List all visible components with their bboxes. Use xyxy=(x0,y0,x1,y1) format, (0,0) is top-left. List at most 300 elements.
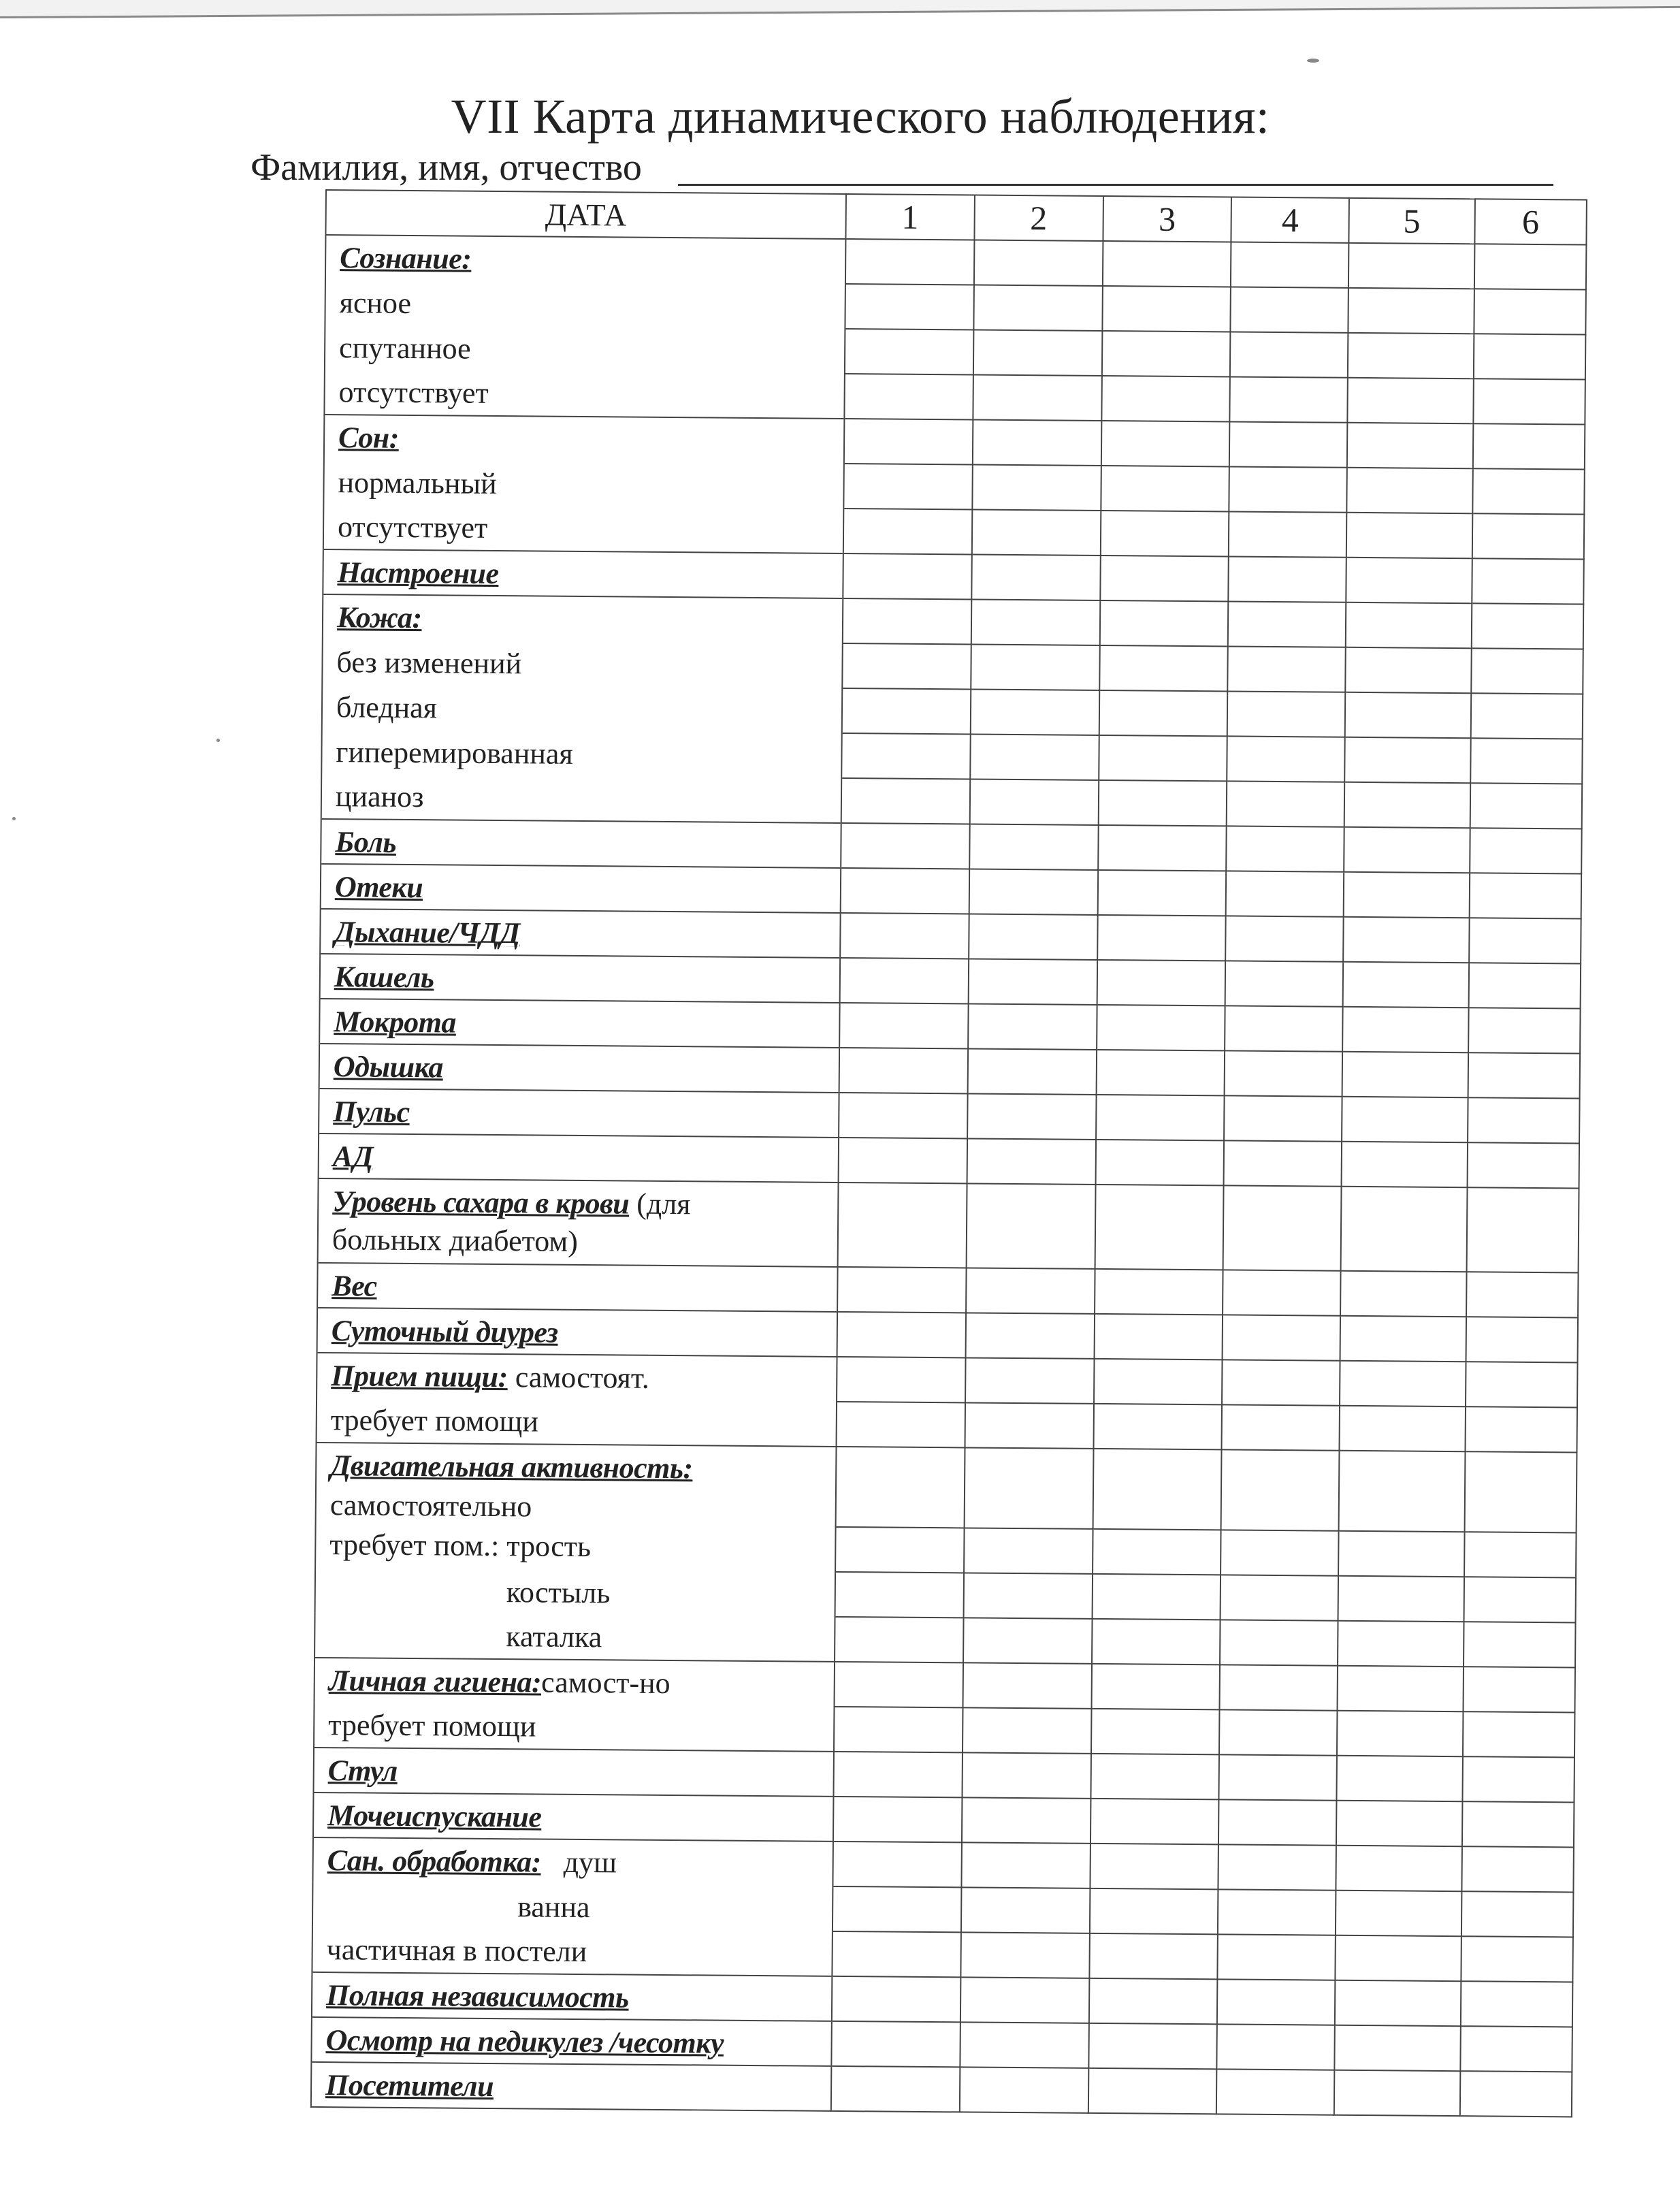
cell[interactable] xyxy=(1225,1095,1342,1141)
cell[interactable] xyxy=(1464,1577,1576,1622)
cell[interactable] xyxy=(1094,1359,1223,1404)
cell[interactable] xyxy=(1472,558,1584,604)
cell[interactable] xyxy=(969,824,1098,869)
cell[interactable] xyxy=(1473,423,1585,469)
cell[interactable] xyxy=(1461,1846,1574,1892)
cell[interactable] xyxy=(1461,1891,1574,1937)
cell[interactable] xyxy=(1336,1756,1462,1801)
scan-speck xyxy=(12,817,16,820)
cell[interactable] xyxy=(1467,1142,1579,1188)
cell[interactable] xyxy=(967,1048,1096,1094)
motor-wheelchair: каталка xyxy=(506,1620,602,1654)
sanitation-shower: душ xyxy=(563,1845,617,1880)
cell[interactable] xyxy=(1098,825,1227,871)
day-2-header: 2 xyxy=(974,195,1103,240)
cell[interactable] xyxy=(1468,1097,1580,1143)
motor-heading: Двигательная активность: xyxy=(330,1449,693,1485)
cell[interactable] xyxy=(833,1797,962,1842)
cell[interactable] xyxy=(1337,1666,1463,1711)
day-6-header: 6 xyxy=(1474,199,1587,244)
sanitation-heading: Сан. обработка: xyxy=(327,1844,541,1879)
cell[interactable] xyxy=(839,1048,967,1093)
cell[interactable] xyxy=(1231,287,1348,332)
cell[interactable] xyxy=(832,1931,960,1977)
cell[interactable] xyxy=(973,329,1102,375)
table-row xyxy=(318,1178,1579,1273)
cell[interactable] xyxy=(844,419,973,464)
cell[interactable] xyxy=(843,509,972,554)
cell[interactable] xyxy=(1346,602,1472,648)
cell[interactable] xyxy=(1223,1315,1340,1360)
cell[interactable] xyxy=(1342,1097,1468,1142)
cell[interactable] xyxy=(1226,916,1344,961)
cell[interactable] xyxy=(1346,558,1472,603)
cell[interactable] xyxy=(1102,286,1231,332)
cell[interactable] xyxy=(1221,1449,1339,1530)
sleep-normal: нормальный xyxy=(323,460,843,509)
cell[interactable] xyxy=(1101,331,1230,376)
cell[interactable] xyxy=(965,1313,1094,1358)
cell[interactable] xyxy=(835,1572,963,1618)
cell[interactable] xyxy=(1464,1532,1577,1577)
cell[interactable] xyxy=(1338,1621,1464,1667)
cell[interactable] xyxy=(1101,466,1229,511)
blood-sugar-note-2: больных диабетом) xyxy=(332,1223,579,1258)
day-3-header: 3 xyxy=(1103,196,1231,242)
cell[interactable] xyxy=(841,733,970,779)
cell[interactable] xyxy=(1218,1844,1336,1890)
cell[interactable] xyxy=(1334,2025,1460,2071)
cell[interactable] xyxy=(1462,1756,1574,1802)
cell[interactable] xyxy=(1095,1185,1224,1270)
cell[interactable] xyxy=(840,868,969,914)
cell[interactable] xyxy=(840,913,969,959)
cell[interactable] xyxy=(1348,333,1474,379)
cell[interactable] xyxy=(1340,1361,1466,1406)
page-title: VII Карта динамического наблюдения: xyxy=(451,89,1270,144)
weight-heading: Вес xyxy=(332,1268,377,1303)
cell[interactable] xyxy=(1346,468,1472,513)
cell[interactable] xyxy=(1472,468,1585,514)
cell[interactable] xyxy=(971,509,1100,555)
cell[interactable] xyxy=(1470,693,1583,739)
cell[interactable] xyxy=(960,2022,1088,2068)
consciousness-confused: спутанное xyxy=(325,325,845,374)
cell[interactable] xyxy=(831,2066,960,2112)
cell[interactable] xyxy=(1217,2024,1335,2070)
cell[interactable] xyxy=(962,1797,1091,1843)
cell[interactable] xyxy=(1228,601,1346,647)
cell[interactable] xyxy=(1218,1799,1336,1845)
cell[interactable] xyxy=(970,689,1099,735)
cell[interactable] xyxy=(835,1447,965,1528)
skin-unchanged: без изменений xyxy=(322,639,842,688)
breathing-heading: Дыхание/ЧДД xyxy=(334,914,520,950)
cell[interactable] xyxy=(1468,1052,1580,1098)
cell[interactable] xyxy=(1095,1140,1224,1185)
cell[interactable] xyxy=(838,1138,967,1183)
cell[interactable] xyxy=(971,599,1099,645)
cell[interactable] xyxy=(1090,1844,1218,1889)
cell[interactable] xyxy=(1462,1801,1574,1847)
cell[interactable] xyxy=(842,688,971,734)
skin-cyanosis: цианоз xyxy=(321,774,841,823)
cell[interactable] xyxy=(965,1402,1093,1448)
table-row xyxy=(316,1443,1577,1533)
cell[interactable] xyxy=(964,1447,1093,1528)
cell[interactable] xyxy=(1466,1187,1579,1272)
cell[interactable] xyxy=(1346,513,1472,558)
stool-heading: Стул xyxy=(327,1753,398,1788)
cell[interactable] xyxy=(971,644,1099,690)
cell[interactable] xyxy=(1227,781,1344,826)
motor-help-cane: требует пом.: трость xyxy=(329,1528,592,1564)
cell[interactable] xyxy=(1470,783,1582,829)
cell[interactable] xyxy=(1340,1187,1467,1272)
cell[interactable] xyxy=(961,1842,1090,1888)
cell[interactable] xyxy=(1336,1846,1461,1891)
edema-heading: Отеки xyxy=(334,869,423,904)
cell[interactable] xyxy=(845,329,973,374)
cell[interactable] xyxy=(1221,1530,1339,1575)
cell[interactable] xyxy=(834,1662,963,1707)
cell[interactable] xyxy=(1466,1272,1579,1317)
cell[interactable] xyxy=(1347,423,1473,468)
cell[interactable] xyxy=(1099,735,1227,781)
cell[interactable] xyxy=(1219,1754,1337,1800)
cell[interactable] xyxy=(1473,379,1585,424)
cell[interactable] xyxy=(960,2067,1088,2112)
cell[interactable] xyxy=(1345,692,1471,738)
skin-heading: Кожа: xyxy=(336,600,422,635)
cell[interactable] xyxy=(963,1662,1091,1708)
cell[interactable] xyxy=(1466,1317,1578,1362)
cell[interactable] xyxy=(965,1357,1094,1403)
lice-heading: Осмотр на педикулез /чесотку xyxy=(325,2023,724,2060)
cell[interactable] xyxy=(1465,1406,1577,1452)
cell[interactable] xyxy=(836,1402,965,1447)
cell[interactable] xyxy=(1222,1404,1340,1450)
cell[interactable] xyxy=(1469,918,1581,963)
cell[interactable] xyxy=(1340,1316,1466,1362)
cell[interactable] xyxy=(1093,1449,1222,1530)
cell[interactable] xyxy=(1097,960,1225,1006)
blood-sugar-note: (для xyxy=(636,1187,691,1221)
cell[interactable] xyxy=(1230,376,1348,422)
cell[interactable] xyxy=(1471,648,1583,694)
cell[interactable] xyxy=(839,1093,967,1138)
cell[interactable] xyxy=(833,1842,961,1887)
scan-speck xyxy=(1307,59,1319,63)
cell[interactable] xyxy=(837,1357,965,1402)
cell[interactable] xyxy=(963,1618,1092,1663)
visitors-heading: Посетители xyxy=(325,2068,494,2103)
cell[interactable] xyxy=(969,914,1097,959)
cell[interactable] xyxy=(1472,513,1584,559)
cell[interactable] xyxy=(1092,1574,1221,1620)
cell[interactable] xyxy=(1225,1050,1342,1096)
cell[interactable] xyxy=(1220,1620,1338,1665)
cell[interactable] xyxy=(1464,1451,1577,1532)
urination-heading: Мочеиспускание xyxy=(327,1798,542,1834)
cell[interactable] xyxy=(1340,1271,1466,1317)
cell[interactable] xyxy=(1228,646,1346,692)
cell[interactable] xyxy=(834,1707,963,1752)
observation-table xyxy=(310,189,1587,2117)
cell[interactable] xyxy=(1100,556,1229,601)
date-header: ДАТА xyxy=(325,190,845,239)
cell[interactable] xyxy=(1342,1052,1468,1097)
consciousness-absent: отсутствует xyxy=(324,370,844,419)
cell[interactable] xyxy=(1219,1709,1337,1755)
cell[interactable] xyxy=(832,1976,960,2022)
cell[interactable] xyxy=(1101,421,1229,466)
cell[interactable] xyxy=(1463,1711,1575,1757)
cell[interactable] xyxy=(1469,873,1581,918)
cell[interactable] xyxy=(1470,828,1582,873)
cell[interactable] xyxy=(1344,737,1470,783)
cell[interactable] xyxy=(1225,1006,1343,1051)
cell[interactable] xyxy=(1343,917,1469,963)
cell[interactable] xyxy=(845,239,974,285)
consciousness-heading: Сознание: xyxy=(340,241,472,276)
cell[interactable] xyxy=(1335,1935,1461,1981)
cell[interactable] xyxy=(1099,690,1227,736)
cell[interactable] xyxy=(1463,1667,1575,1712)
cell[interactable] xyxy=(1098,780,1227,826)
sanitation-bath: ванна xyxy=(517,1889,590,1924)
hygiene-self: самост-но xyxy=(540,1665,671,1701)
sputum-heading: Мокрота xyxy=(334,1004,457,1040)
dyspnea-heading: Одышка xyxy=(333,1049,444,1084)
cell[interactable] xyxy=(1466,1362,1578,1407)
cell[interactable] xyxy=(844,374,973,419)
cell[interactable] xyxy=(1335,1980,1461,2026)
cell[interactable] xyxy=(1094,1314,1223,1360)
cell[interactable] xyxy=(837,1312,965,1357)
cell[interactable] xyxy=(1089,1888,1218,1934)
cell[interactable] xyxy=(1101,376,1230,421)
blood-sugar-heading: Уровень сахара в крови xyxy=(332,1185,630,1221)
cell[interactable] xyxy=(837,1183,967,1268)
cell[interactable] xyxy=(960,1932,1089,1978)
skin-hyperemic: гиперемированная xyxy=(321,729,841,778)
cell[interactable] xyxy=(1225,961,1343,1006)
cell[interactable] xyxy=(1344,782,1470,828)
cell[interactable] xyxy=(1334,2070,1460,2116)
cell[interactable] xyxy=(1338,1451,1465,1532)
cell[interactable] xyxy=(1096,1050,1225,1095)
sleep-heading: Сон: xyxy=(338,421,400,455)
cell[interactable] xyxy=(1338,1576,1464,1622)
cell[interactable] xyxy=(960,1977,1089,2023)
cell[interactable] xyxy=(1099,645,1228,691)
cell[interactable] xyxy=(1097,915,1226,961)
hygiene-help: требует помощи xyxy=(314,1703,834,1752)
cell[interactable] xyxy=(843,553,971,599)
cell[interactable] xyxy=(839,1003,968,1048)
cell[interactable] xyxy=(1088,2068,1216,2114)
cell[interactable] xyxy=(845,284,973,329)
cell[interactable] xyxy=(842,643,971,689)
cell[interactable] xyxy=(1461,1936,1573,1982)
cell[interactable] xyxy=(1091,1709,1220,1754)
cell[interactable] xyxy=(973,374,1101,420)
cell[interactable] xyxy=(1339,1406,1465,1451)
cell[interactable] xyxy=(839,958,968,1003)
cell[interactable] xyxy=(1223,1185,1341,1270)
observation-sheet xyxy=(310,189,1587,2117)
cell[interactable] xyxy=(1229,466,1347,512)
cell[interactable] xyxy=(1229,421,1347,467)
cell[interactable] xyxy=(1229,511,1346,557)
cell[interactable] xyxy=(963,1573,1092,1618)
cell[interactable] xyxy=(833,1752,962,1797)
cell[interactable] xyxy=(1092,1619,1221,1665)
day-1-header: 1 xyxy=(845,194,974,240)
cell[interactable] xyxy=(1460,2026,1572,2072)
cell[interactable] xyxy=(1338,1531,1464,1577)
cell[interactable] xyxy=(1097,1005,1225,1050)
cell[interactable] xyxy=(1464,1622,1576,1667)
cell[interactable] xyxy=(1218,1889,1336,1935)
day-4-header: 4 xyxy=(1231,197,1349,242)
cell[interactable] xyxy=(1091,1664,1220,1709)
cell[interactable] xyxy=(1336,1891,1461,1936)
cell[interactable] xyxy=(1348,243,1474,289)
cell[interactable] xyxy=(1096,1095,1225,1140)
cell[interactable] xyxy=(1099,600,1228,646)
cell[interactable] xyxy=(1230,332,1348,377)
cell[interactable] xyxy=(1337,1711,1463,1756)
cell[interactable] xyxy=(967,1093,1096,1139)
cell[interactable] xyxy=(1097,870,1226,916)
cell[interactable] xyxy=(1344,827,1470,873)
cell[interactable] xyxy=(964,1528,1093,1573)
cell[interactable] xyxy=(1093,1529,1221,1575)
cell[interactable] xyxy=(1218,1934,1336,1980)
cell[interactable] xyxy=(1342,1007,1468,1052)
mood-heading: Настроение xyxy=(337,555,499,590)
cell[interactable] xyxy=(966,1268,1095,1313)
cell[interactable] xyxy=(1224,1140,1342,1186)
cell[interactable] xyxy=(1227,691,1345,737)
pain-heading: Боль xyxy=(335,824,397,859)
cell[interactable] xyxy=(1468,963,1581,1008)
cell[interactable] xyxy=(841,778,969,824)
cell[interactable] xyxy=(1091,1799,1219,1844)
cell[interactable] xyxy=(1223,1270,1341,1315)
cell[interactable] xyxy=(1460,2071,1572,2117)
cell[interactable] xyxy=(1468,1008,1581,1053)
cell[interactable] xyxy=(1345,647,1471,693)
food-self: самостоят. xyxy=(515,1360,650,1395)
cell[interactable] xyxy=(1348,288,1474,334)
cell[interactable] xyxy=(967,1138,1095,1184)
independence-heading: Полная независимость xyxy=(325,1978,629,2014)
cell[interactable] xyxy=(962,1752,1091,1798)
cell[interactable] xyxy=(831,2021,960,2067)
cell[interactable] xyxy=(1102,241,1231,287)
cell[interactable] xyxy=(843,464,972,509)
cell[interactable] xyxy=(963,1707,1091,1753)
day-5-header: 5 xyxy=(1348,198,1474,244)
cell[interactable] xyxy=(1088,2023,1217,2069)
cell[interactable] xyxy=(835,1617,963,1662)
cell[interactable] xyxy=(1347,378,1473,423)
cell[interactable] xyxy=(1095,1269,1223,1315)
cell[interactable] xyxy=(1100,511,1229,556)
cell[interactable] xyxy=(843,598,971,644)
cell[interactable] xyxy=(1229,556,1346,602)
cell[interactable] xyxy=(969,779,1098,824)
cell[interactable] xyxy=(974,240,1103,285)
cell[interactable] xyxy=(1461,1981,1573,2027)
cell[interactable] xyxy=(1341,1142,1467,1187)
food-heading: Прием пищи: xyxy=(331,1359,508,1394)
cell[interactable] xyxy=(961,1887,1090,1933)
cough-heading: Кашель xyxy=(334,959,434,994)
cell[interactable] xyxy=(1336,1801,1462,1846)
cell[interactable] xyxy=(837,1267,966,1313)
cell[interactable] xyxy=(1217,1979,1335,2025)
hygiene-heading: Личная гигиена: xyxy=(328,1664,542,1699)
cell[interactable] xyxy=(1093,1404,1222,1449)
cell[interactable] xyxy=(1216,2069,1334,2114)
cell[interactable] xyxy=(833,1886,961,1932)
cell[interactable] xyxy=(1474,334,1586,379)
cell[interactable] xyxy=(968,959,1097,1004)
cell[interactable] xyxy=(1471,603,1583,649)
cell[interactable] xyxy=(1470,738,1583,784)
cell[interactable] xyxy=(1474,289,1586,334)
cell[interactable] xyxy=(1221,1575,1338,1620)
cell[interactable] xyxy=(1089,1933,1218,1979)
cell[interactable] xyxy=(1343,962,1469,1008)
food-help: требует помощи xyxy=(317,1398,837,1447)
bp-heading: АД xyxy=(332,1139,374,1174)
cell[interactable] xyxy=(1088,1978,1217,2024)
motor-self: самостоятельно xyxy=(329,1488,532,1524)
table-row xyxy=(311,2062,1572,2117)
cell[interactable] xyxy=(972,464,1101,510)
cell[interactable] xyxy=(1220,1665,1338,1710)
cell[interactable] xyxy=(835,1527,964,1573)
sleep-absent: отсутствует xyxy=(323,504,843,553)
fio-input-line xyxy=(678,184,1553,186)
skin-pale: бледная xyxy=(322,684,842,733)
cell[interactable] xyxy=(1344,872,1470,918)
cell[interactable] xyxy=(1474,244,1587,289)
pulse-heading: Пульс xyxy=(333,1094,410,1129)
cell[interactable] xyxy=(971,554,1100,600)
cell[interactable] xyxy=(973,419,1101,465)
motor-crutch: костыль xyxy=(506,1575,611,1609)
cell[interactable] xyxy=(1227,736,1345,782)
cell[interactable] xyxy=(1227,826,1344,871)
cell[interactable] xyxy=(973,285,1102,330)
cell[interactable] xyxy=(969,869,1097,914)
cell[interactable] xyxy=(1231,242,1348,287)
cell[interactable] xyxy=(968,1003,1097,1049)
cell[interactable] xyxy=(1222,1360,1340,1405)
cell[interactable] xyxy=(1091,1754,1219,1799)
sanitation-partial: частичная в постели xyxy=(312,1927,832,1976)
cell[interactable] xyxy=(1226,871,1344,916)
cell[interactable] xyxy=(966,1183,1095,1268)
cell[interactable] xyxy=(970,734,1099,779)
cell[interactable] xyxy=(841,823,969,869)
